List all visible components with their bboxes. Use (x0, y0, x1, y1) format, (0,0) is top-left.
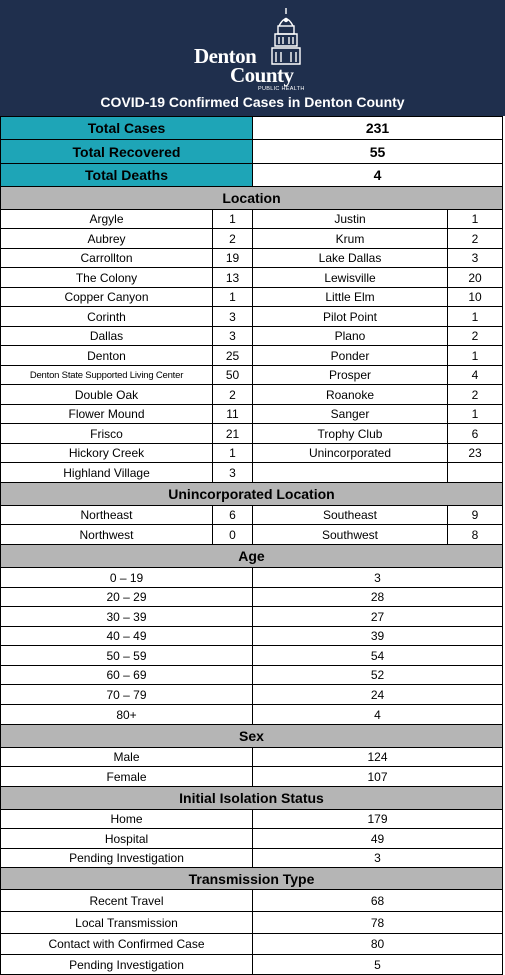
table-row (0, 366, 503, 385)
isolation-count: 3 (252, 849, 503, 867)
region-count: 6 (212, 506, 252, 524)
location-name: Lake Dallas (252, 249, 447, 267)
location-name: Corinth (0, 307, 212, 326)
location-name: Lewisville (252, 268, 447, 287)
table-row (0, 424, 503, 444)
location-count: 3 (447, 249, 503, 267)
age-range: 0 – 19 (0, 568, 252, 587)
table-row (0, 525, 503, 545)
table-row (0, 705, 503, 725)
total-deaths-row (0, 164, 503, 187)
sex-label: Female (0, 767, 252, 786)
region-name: Northwest (0, 525, 212, 544)
total-recovered-value: 55 (252, 140, 503, 163)
table-row (0, 934, 503, 955)
isolation-count: 179 (252, 810, 503, 828)
location-name: Dallas (0, 327, 212, 345)
sex-heading: Sex (0, 725, 503, 748)
table-row (0, 346, 503, 366)
location-name: Denton (0, 346, 212, 365)
table-row (0, 249, 503, 268)
age-range: 70 – 79 (0, 685, 252, 704)
age-count: 4 (252, 705, 503, 724)
isolation-label: Hospital (0, 829, 252, 848)
location-name: Denton State Supported Living Center (0, 366, 212, 384)
location-name: Aubrey (0, 229, 212, 248)
age-count: 54 (252, 646, 503, 665)
location-name: Unincorporated (252, 444, 447, 462)
location-name: Plano (252, 327, 447, 345)
table-row (0, 327, 503, 346)
transmission-label: Contact with Confirmed Case (0, 934, 252, 954)
location-count: 2 (212, 229, 252, 248)
age-heading: Age (0, 545, 503, 568)
total-deaths-label: Total Deaths (0, 164, 252, 186)
table-row (0, 912, 503, 934)
isolation-heading: Initial Isolation Status (0, 787, 503, 810)
location-count: 1 (447, 405, 503, 423)
table-row (0, 666, 503, 685)
location-name (252, 463, 447, 482)
sex-count: 107 (252, 767, 503, 786)
table-row (0, 307, 503, 327)
isolation-label: Pending Investigation (0, 849, 252, 867)
total-recovered-row (0, 140, 503, 164)
location-count: 23 (447, 444, 503, 462)
location-count: 21 (212, 424, 252, 443)
transmission-count: 78 (252, 912, 503, 933)
location-name: Argyle (0, 210, 212, 228)
sex-label: Male (0, 748, 252, 766)
location-count: 3 (212, 327, 252, 345)
age-range: 80+ (0, 705, 252, 724)
transmission-count: 68 (252, 890, 503, 911)
location-name: Carrollton (0, 249, 212, 267)
region-name: Southwest (252, 525, 447, 544)
transmission-label: Pending Investigation (0, 955, 252, 974)
report-title: COVID-19 Confirmed Cases in Denton County (100, 94, 405, 110)
table-row (0, 463, 503, 483)
table-row (0, 506, 503, 525)
denton-county-logo (190, 6, 310, 92)
transmission-label: Local Transmission (0, 912, 252, 933)
location-name: Frisco (0, 424, 212, 443)
location-name: Little Elm (252, 288, 447, 306)
sex-count: 124 (252, 748, 503, 766)
logo-text-county: County (230, 63, 294, 87)
region-count: 0 (212, 525, 252, 544)
age-count: 39 (252, 627, 503, 645)
location-heading: Location (0, 187, 503, 210)
age-range: 60 – 69 (0, 666, 252, 684)
age-count: 28 (252, 588, 503, 606)
transmission-heading: Transmission Type (0, 868, 503, 890)
age-count: 52 (252, 666, 503, 684)
table-row (0, 385, 503, 405)
region-name: Northeast (0, 506, 212, 524)
location-name: Double Oak (0, 385, 212, 404)
table-row (0, 955, 503, 975)
location-name: Prosper (252, 366, 447, 384)
location-count: 1 (447, 307, 503, 326)
table-row (0, 627, 503, 646)
table-row (0, 646, 503, 666)
table-row (0, 405, 503, 424)
isolation-count: 49 (252, 829, 503, 848)
unincorporated-heading: Unincorporated Location (0, 483, 503, 506)
location-count: 2 (447, 229, 503, 248)
location-count (447, 463, 503, 482)
location-count: 1 (212, 288, 252, 306)
table-row (0, 890, 503, 912)
location-count: 3 (212, 307, 252, 326)
age-count: 3 (252, 568, 503, 587)
location-count: 6 (447, 424, 503, 443)
location-count: 1 (212, 210, 252, 228)
total-cases-label: Total Cases (0, 117, 252, 139)
location-count: 4 (447, 366, 503, 384)
location-name: Krum (252, 229, 447, 248)
table-row (0, 588, 503, 607)
location-name: Copper Canyon (0, 288, 212, 306)
age-range: 50 – 59 (0, 646, 252, 665)
location-count: 1 (447, 210, 503, 228)
age-count: 24 (252, 685, 503, 704)
location-count: 19 (212, 249, 252, 267)
transmission-label: Recent Travel (0, 890, 252, 911)
table-row (0, 444, 503, 463)
table-row (0, 288, 503, 307)
location-name: Hickory Creek (0, 444, 212, 462)
total-cases-value: 231 (252, 117, 503, 139)
location-name: Sanger (252, 405, 447, 423)
location-name: Ponder (252, 346, 447, 365)
age-range: 20 – 29 (0, 588, 252, 606)
transmission-count: 5 (252, 955, 503, 974)
location-name: Flower Mound (0, 405, 212, 423)
age-range: 30 – 39 (0, 607, 252, 626)
region-count: 8 (447, 525, 503, 544)
table-row (0, 229, 503, 249)
location-count: 20 (447, 268, 503, 287)
region-count: 9 (447, 506, 503, 524)
location-count: 2 (447, 385, 503, 404)
location-count: 3 (212, 463, 252, 482)
logo-text-public-health: PUBLIC HEALTH (258, 86, 305, 92)
age-count: 27 (252, 607, 503, 626)
table-row (0, 607, 503, 627)
location-count: 1 (212, 444, 252, 462)
table-row (0, 767, 503, 787)
age-range: 40 – 49 (0, 627, 252, 645)
location-name: Trophy Club (252, 424, 447, 443)
location-count: 10 (447, 288, 503, 306)
location-name: Highland Village (0, 463, 212, 482)
report-header (0, 0, 505, 116)
location-count: 2 (447, 327, 503, 345)
isolation-label: Home (0, 810, 252, 828)
table-row (0, 268, 503, 288)
location-count: 50 (212, 366, 252, 384)
total-recovered-label: Total Recovered (0, 140, 252, 163)
table-row (0, 849, 503, 868)
logo-text-denton: Denton (194, 44, 257, 68)
transmission-count: 80 (252, 934, 503, 954)
total-deaths-value: 4 (252, 164, 503, 186)
location-count: 2 (212, 385, 252, 404)
location-name: Pilot Point (252, 307, 447, 326)
table-row (0, 568, 503, 588)
table-row (0, 829, 503, 849)
table-row (0, 685, 503, 705)
location-count: 13 (212, 268, 252, 287)
location-count: 25 (212, 346, 252, 365)
table-row (0, 210, 503, 229)
table-row (0, 748, 503, 767)
location-name: Justin (252, 210, 447, 228)
location-name: Roanoke (252, 385, 447, 404)
region-name: Southeast (252, 506, 447, 524)
table-row (0, 810, 503, 829)
location-count: 11 (212, 405, 252, 423)
location-count: 1 (447, 346, 503, 365)
total-cases-row (0, 116, 503, 140)
location-name: The Colony (0, 268, 212, 287)
